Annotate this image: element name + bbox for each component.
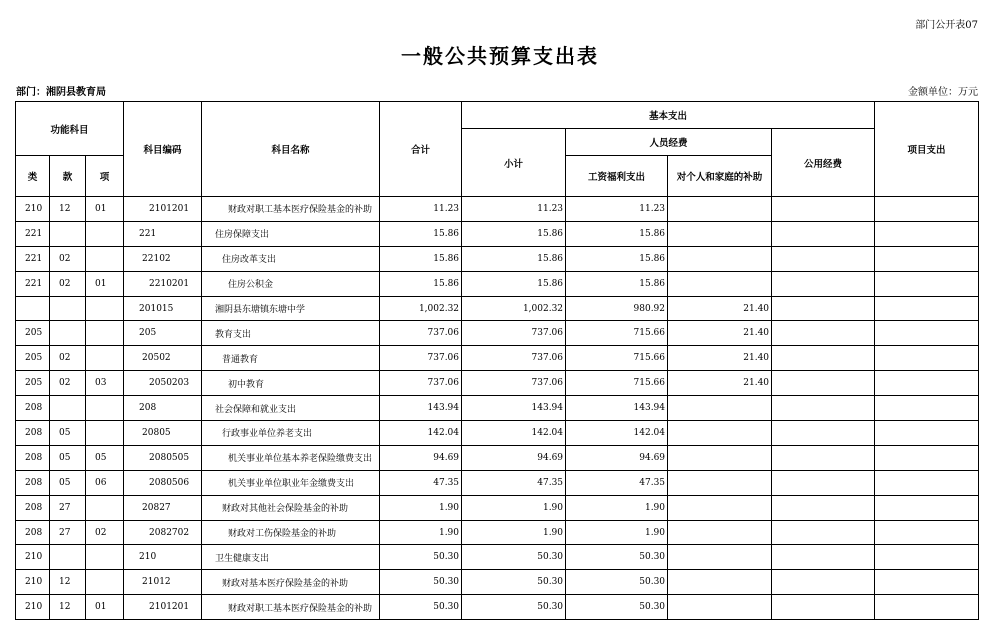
cell-name: 住房保障支出 [202,221,380,246]
table-row [16,246,979,271]
cell-public [772,221,875,246]
cell-xiang [86,246,124,271]
cell-code: 22102 [124,246,202,271]
cell-subtotal: 50.30 [462,545,566,570]
cell-public [772,396,875,421]
cell-wage: 94.69 [566,445,668,470]
cell-wage: 1.90 [566,495,668,520]
header-subtotal: 小计 [462,129,566,197]
table-row [16,595,979,620]
cell-lei: 205 [16,321,50,346]
cell-xiang [86,346,124,371]
cell-code: 2210201 [124,271,202,296]
cell-name: 卫生健康支出 [202,545,380,570]
cell-xiang: 01 [86,197,124,222]
cell-name: 教育支出 [202,321,380,346]
cell-code: 20827 [124,495,202,520]
cell-xiang [86,296,124,321]
table-row [16,470,979,495]
cell-public [772,595,875,620]
cell-name: 普通教育 [202,346,380,371]
cell-subtotal: 143.94 [462,396,566,421]
cell-subsidy: 21.40 [668,371,772,396]
cell-subtotal: 737.06 [462,321,566,346]
cell-kuan [50,545,86,570]
cell-code: 2101201 [124,197,202,222]
cell-subsidy [668,545,772,570]
cell-project [875,271,979,296]
form-number: 部门公开表07 [915,20,978,31]
cell-code: 221 [124,221,202,246]
header-subject-code: 科目编码 [124,102,202,197]
cell-subsidy: 21.40 [668,321,772,346]
table-row [16,570,979,595]
cell-public [772,346,875,371]
cell-lei [16,296,50,321]
cell-public [772,246,875,271]
cell-total: 15.86 [380,271,462,296]
cell-subtotal: 15.86 [462,221,566,246]
cell-public [772,271,875,296]
cell-total: 47.35 [380,470,462,495]
cell-code: 2080506 [124,470,202,495]
cell-public [772,371,875,396]
table-row [16,445,979,470]
cell-subtotal: 50.30 [462,570,566,595]
cell-wage: 715.66 [566,321,668,346]
cell-subtotal: 15.86 [462,246,566,271]
table-row [16,197,979,222]
budget-expenditure-table [15,101,979,620]
cell-lei: 205 [16,371,50,396]
cell-project [875,445,979,470]
cell-subsidy [668,421,772,446]
cell-project [875,421,979,446]
table-row [16,421,979,446]
cell-code: 20502 [124,346,202,371]
cell-kuan: 27 [50,520,86,545]
department-label: 部门：湘阴县教育局 [16,87,106,98]
cell-total: 50.30 [380,595,462,620]
table-row [16,495,979,520]
header-xiang: 项 [86,156,124,197]
header-individual-subsidy: 对个人和家庭的补助 [668,156,772,197]
cell-project [875,221,979,246]
cell-total: 11.23 [380,197,462,222]
cell-subsidy [668,595,772,620]
cell-wage: 11.23 [566,197,668,222]
cell-total: 737.06 [380,321,462,346]
cell-name: 湘阴县东塘镇东塘中学 [202,296,380,321]
cell-xiang [86,545,124,570]
cell-name: 机关事业单位基本养老保险缴费支出 [202,445,380,470]
cell-subsidy [668,445,772,470]
cell-total: 143.94 [380,396,462,421]
header-personnel-funds: 人员经费 [566,129,772,156]
cell-total: 737.06 [380,346,462,371]
cell-kuan: 12 [50,595,86,620]
cell-name: 住房改革支出 [202,246,380,271]
cell-wage: 50.30 [566,570,668,595]
cell-total: 1.90 [380,495,462,520]
cell-wage: 143.94 [566,396,668,421]
cell-xiang [86,396,124,421]
cell-name: 财政对职工基本医疗保险基金的补助 [202,595,380,620]
cell-subtotal: 94.69 [462,445,566,470]
cell-project [875,321,979,346]
cell-lei: 208 [16,470,50,495]
cell-project [875,470,979,495]
cell-subtotal: 1.90 [462,520,566,545]
cell-subsidy [668,520,772,545]
cell-public [772,197,875,222]
cell-project [875,197,979,222]
cell-wage: 50.30 [566,595,668,620]
cell-total: 1,002.32 [380,296,462,321]
header-basic-expenditure: 基本支出 [462,102,875,129]
cell-code: 21012 [124,570,202,595]
cell-name: 住房公积金 [202,271,380,296]
cell-kuan: 02 [50,371,86,396]
cell-kuan [50,321,86,346]
cell-code: 210 [124,545,202,570]
cell-name: 机关事业单位职业年金缴费支出 [202,470,380,495]
cell-subsidy: 21.40 [668,346,772,371]
cell-kuan: 02 [50,271,86,296]
cell-public [772,470,875,495]
cell-code: 205 [124,321,202,346]
cell-kuan [50,221,86,246]
table-row [16,371,979,396]
cell-code: 2050203 [124,371,202,396]
table-row [16,396,979,421]
cell-kuan: 05 [50,445,86,470]
cell-subsidy [668,271,772,296]
cell-total: 15.86 [380,246,462,271]
cell-subsidy [668,570,772,595]
table-row [16,221,979,246]
cell-subsidy [668,197,772,222]
cell-code: 2080505 [124,445,202,470]
cell-kuan: 12 [50,570,86,595]
cell-subtotal: 737.06 [462,371,566,396]
cell-xiang [86,570,124,595]
cell-public [772,296,875,321]
cell-kuan: 05 [50,421,86,446]
header-function-subject: 功能科目 [16,102,124,156]
cell-project [875,570,979,595]
cell-public [772,445,875,470]
cell-name: 财政对其他社会保险基金的补助 [202,495,380,520]
table-row [16,520,979,545]
cell-subtotal: 47.35 [462,470,566,495]
cell-wage: 980.92 [566,296,668,321]
table-row [16,271,979,296]
cell-name: 初中教育 [202,371,380,396]
cell-name: 财政对职工基本医疗保险基金的补助 [202,197,380,222]
cell-kuan [50,296,86,321]
cell-subtotal: 1,002.32 [462,296,566,321]
cell-total: 15.86 [380,221,462,246]
cell-xiang [86,495,124,520]
cell-code: 2101201 [124,595,202,620]
cell-wage: 47.35 [566,470,668,495]
cell-project [875,371,979,396]
cell-lei: 208 [16,396,50,421]
cell-project [875,545,979,570]
header-public-funds: 公用经费 [772,129,875,197]
cell-xiang: 03 [86,371,124,396]
cell-lei: 210 [16,570,50,595]
cell-xiang [86,221,124,246]
header-kuan: 款 [50,156,86,197]
header-total: 合计 [380,102,462,197]
cell-name: 行政事业单位养老支出 [202,421,380,446]
cell-total: 94.69 [380,445,462,470]
cell-kuan: 02 [50,346,86,371]
header-project-expenditure: 项目支出 [875,102,979,197]
cell-subsidy [668,470,772,495]
cell-public [772,495,875,520]
cell-public [772,545,875,570]
cell-subsidy [668,495,772,520]
cell-subsidy: 21.40 [668,296,772,321]
cell-wage: 142.04 [566,421,668,446]
cell-project [875,296,979,321]
cell-kuan: 05 [50,470,86,495]
cell-public [772,321,875,346]
cell-public [772,520,875,545]
cell-lei: 221 [16,271,50,296]
cell-total: 737.06 [380,371,462,396]
cell-wage: 715.66 [566,346,668,371]
cell-project [875,520,979,545]
header-subject-name: 科目名称 [202,102,380,197]
cell-name: 财政对工伤保险基金的补助 [202,520,380,545]
cell-xiang [86,421,124,446]
cell-subsidy [668,396,772,421]
cell-lei: 208 [16,495,50,520]
cell-lei: 208 [16,520,50,545]
cell-wage: 15.86 [566,221,668,246]
cell-total: 50.30 [380,570,462,595]
cell-wage: 715.66 [566,371,668,396]
cell-lei: 221 [16,246,50,271]
cell-project [875,495,979,520]
amount-unit-label: 金额单位：万元 [908,87,978,98]
cell-wage: 50.30 [566,545,668,570]
cell-subtotal: 737.06 [462,346,566,371]
cell-xiang: 01 [86,271,124,296]
page-title: 一般公共预算支出表 [401,44,599,68]
table-row [16,545,979,570]
cell-subsidy [668,221,772,246]
cell-subtotal: 11.23 [462,197,566,222]
cell-kuan [50,396,86,421]
cell-name: 社会保障和就业支出 [202,396,380,421]
cell-total: 50.30 [380,545,462,570]
cell-code: 208 [124,396,202,421]
cell-code: 2082702 [124,520,202,545]
cell-subtotal: 142.04 [462,421,566,446]
cell-subsidy [668,246,772,271]
cell-lei: 210 [16,545,50,570]
cell-lei: 210 [16,197,50,222]
cell-code: 201015 [124,296,202,321]
cell-project [875,346,979,371]
cell-subtotal: 50.30 [462,595,566,620]
cell-lei: 205 [16,346,50,371]
cell-wage: 15.86 [566,271,668,296]
cell-lei: 210 [16,595,50,620]
cell-xiang: 01 [86,595,124,620]
cell-total: 1.90 [380,520,462,545]
header-wage-welfare: 工资福利支出 [566,156,668,197]
cell-kuan: 02 [50,246,86,271]
cell-kuan: 12 [50,197,86,222]
cell-project [875,246,979,271]
cell-kuan: 27 [50,495,86,520]
table-row [16,296,979,321]
cell-public [772,570,875,595]
cell-xiang [86,321,124,346]
cell-xiang: 02 [86,520,124,545]
cell-subtotal: 1.90 [462,495,566,520]
cell-xiang: 05 [86,445,124,470]
cell-project [875,396,979,421]
cell-wage: 15.86 [566,246,668,271]
cell-lei: 221 [16,221,50,246]
cell-lei: 208 [16,445,50,470]
cell-lei: 208 [16,421,50,446]
cell-xiang: 06 [86,470,124,495]
header-lei: 类 [16,156,50,197]
cell-code: 20805 [124,421,202,446]
cell-name: 财政对基本医疗保险基金的补助 [202,570,380,595]
cell-project [875,595,979,620]
cell-wage: 1.90 [566,520,668,545]
table-row [16,346,979,371]
table-row [16,321,979,346]
cell-total: 142.04 [380,421,462,446]
cell-public [772,421,875,446]
cell-subtotal: 15.86 [462,271,566,296]
